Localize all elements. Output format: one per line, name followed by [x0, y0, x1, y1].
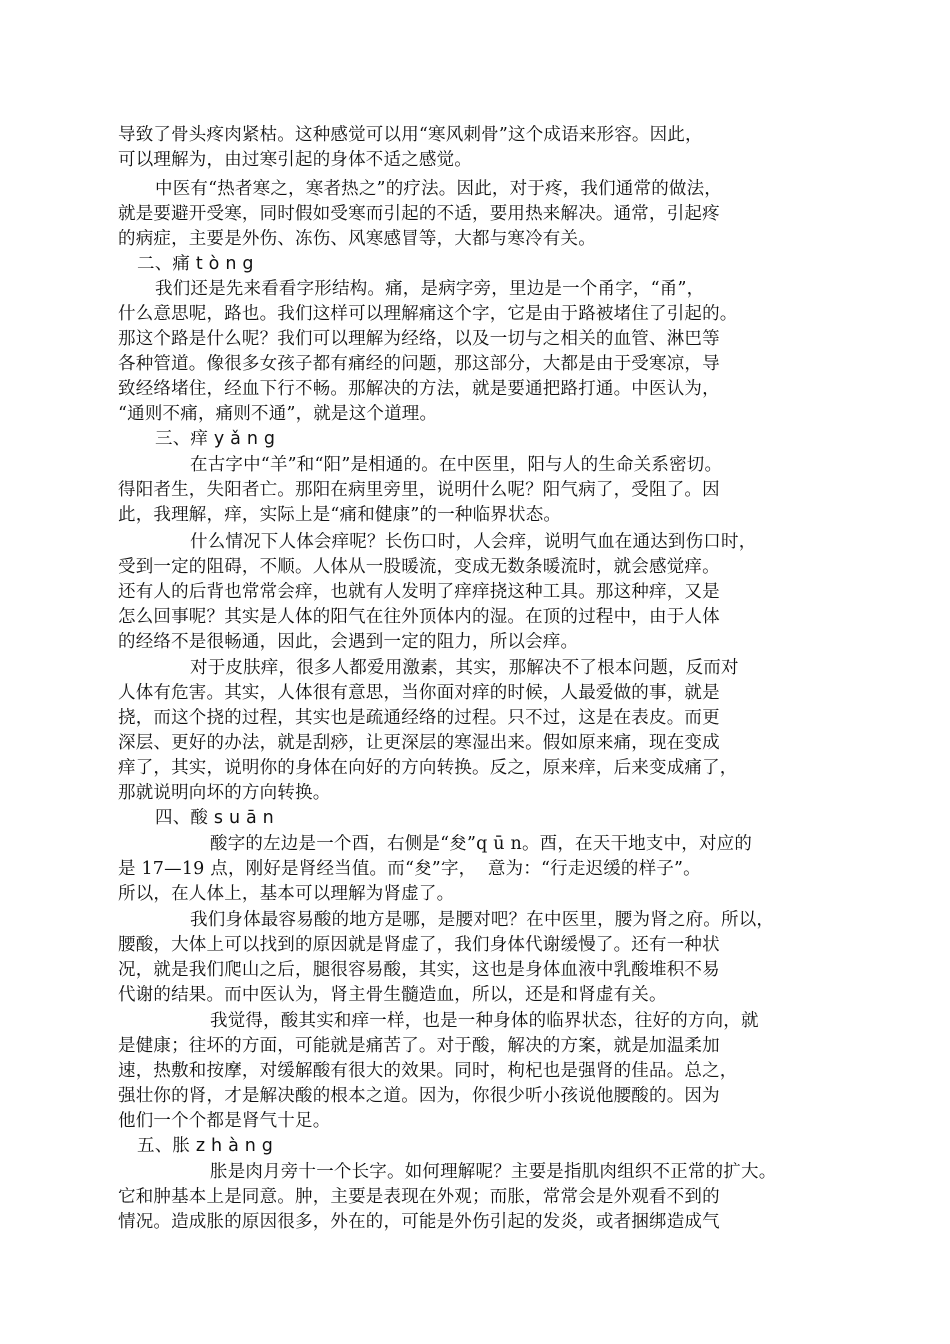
text-line: 中医有“热者寒之，寒者热之”的疗法。因此，对于疼，我们通常的做法，: [155, 179, 722, 199]
section-heading-tong: 二、痛 t ò n g: [137, 254, 254, 274]
text-line: 在古字中“羊”和“阳”是相通的。在中医里，阳与人的生命关系密切。: [190, 455, 723, 475]
text-line: 我们身体最容易酸的地方是哪，是腰对吧？在中医里，腰为肾之府。所以，: [190, 910, 775, 930]
text-line: 况，就是我们爬山之后，腿很容易酸，其实，这也是身体血液中乳酸堆积不易: [118, 960, 720, 980]
section-heading-yang: 三、痒 y ǎ n g: [155, 429, 276, 449]
section-heading-suan: 四、酸 s u ā n: [155, 808, 274, 828]
text-line: 挠，而这个挠的过程，其实也是疏通经络的过程。只不过，这是在表皮。而更: [118, 708, 720, 728]
text-line: 痒了，其实，说明你的身体在向好的方向转换。反之，原来痒，后来变成痛了，: [118, 758, 738, 778]
text-line: 的经络不是很畅通，因此，会遇到一定的阻力，所以会痒。: [118, 632, 579, 652]
text-line: 的病症，主要是外伤、冻伤、风寒感冒等，大都与寒冷有关。: [118, 229, 596, 249]
text-line: 他们一个个都是肾气十足。: [118, 1111, 331, 1131]
text-line: 是 17—19 点，刚好是肾经当值。而“夋”字， 意为：“行走迟缓的样子”。: [118, 859, 701, 879]
text-line: 它和肿基本上是同意。肿，主要是表现在外观；而胀，常常会是外观看不到的: [118, 1187, 720, 1207]
text-line: 那这个路是什么呢？我们可以理解为经络，以及一切与之相关的血管、淋巴等: [118, 329, 720, 349]
text-line: 强壮你的肾，才是解决酸的根本之道。因为，你很少听小孩说他腰酸的。因为: [118, 1086, 720, 1106]
text-line: 什么意思呢，路也。我们这样可以理解痛这个字，它是由于路被堵住了引起的。: [118, 304, 738, 324]
text-line: 代谢的结果。而中医认为，肾主骨生髓造血，所以，还是和肾虚有关。: [118, 985, 667, 1005]
text-line: 各种管道。像很多女孩子都有痛经的问题，那这部分，大都是由于受寒凉，导: [118, 354, 720, 374]
section-heading-zhang: 五、胀 z h à n g: [137, 1136, 274, 1156]
text-line: 怎么回事呢？其实是人体的阳气在往外顶体内的湿。在顶的过程中，由于人体: [118, 607, 720, 627]
text-line: 速，热敷和按摩，对缓解酸有很大的效果。同时，枸杞也是强肾的佳品。总之，: [118, 1061, 738, 1081]
text-line: 人体有危害。其实，人体很有意思，当你面对痒的时候，人最爱做的事，就是: [118, 683, 720, 703]
text-line: 酸字的左边是一个酉，右侧是“夋”q ū n。酉，在天干地支中，对应的: [210, 834, 753, 854]
text-line: 得阳者生，失阳者亡。那阳在病里旁里，说明什么呢？阳气病了，受阻了。因: [118, 480, 720, 500]
text-line: 我们还是先来看看字形结构。痛，是病字旁，里边是一个甬字，“甬”，: [155, 279, 705, 299]
text-line: 那就说明向坏的方向转换。: [118, 783, 331, 803]
text-line: 是健康；往坏的方面，可能就是痛苦了。对于酸，解决的方案，就是加温柔加: [118, 1036, 720, 1056]
text-line: 受到一定的阻碍，不顺。人体从一股暖流，变成无数条暖流时，就会感觉痒。: [118, 557, 720, 577]
text-line: 致经络堵住，经血下行不畅。那解决的方法，就是要通把路打通。中医认为，: [118, 379, 720, 399]
text-line: 胀是肉月旁十一个长字。如何理解呢？主要是指肌肉组织不正常的扩大。: [210, 1162, 777, 1182]
text-line: 可以理解为，由过寒引起的身体不适之感觉。: [118, 150, 472, 170]
text-line: 情况。造成胀的原因很多，外在的，可能是外伤引起的发炎，或者捆绑造成气: [118, 1212, 720, 1232]
text-line: 我觉得，酸其实和痒一样，也是一种身体的临界状态，往好的方向，就: [210, 1011, 759, 1031]
text-line: 此，我理解，痒，实际上是“痛和健康”的一种临界状态。: [118, 505, 562, 525]
text-line: 还有人的后背也常常会痒，也就有人发明了痒痒挠这种工具。那这种痒，又是: [118, 582, 720, 602]
text-line: 深层、更好的办法，就是刮痧，让更深层的寒湿出来。假如原来痛，现在变成: [118, 733, 720, 753]
text-line: 所以，在人体上，基本可以理解为肾虚了。: [118, 884, 455, 904]
text-line: 腰酸，大体上可以找到的原因就是肾虚了，我们身体代谢缓慢了。还有一种状: [118, 935, 720, 955]
text-line: “通则不痛，痛则不通”，就是这个道理。: [118, 404, 438, 424]
text-line: 导致了骨头疼肉紧枯。这种感觉可以用“寒风刺骨”这个成语来形容。因此，: [118, 125, 703, 145]
text-line: 就是要避开受寒，同时假如受寒而引起的不适，要用热来解决。通常，引起疼: [118, 204, 720, 224]
text-line: 对于皮肤痒，很多人都爱用激素，其实，那解决不了根本问题，反而对: [190, 658, 739, 678]
text-line: 什么情况下人体会痒呢？长伤口时，人会痒，说明气血在通达到伤口时，: [190, 532, 757, 552]
